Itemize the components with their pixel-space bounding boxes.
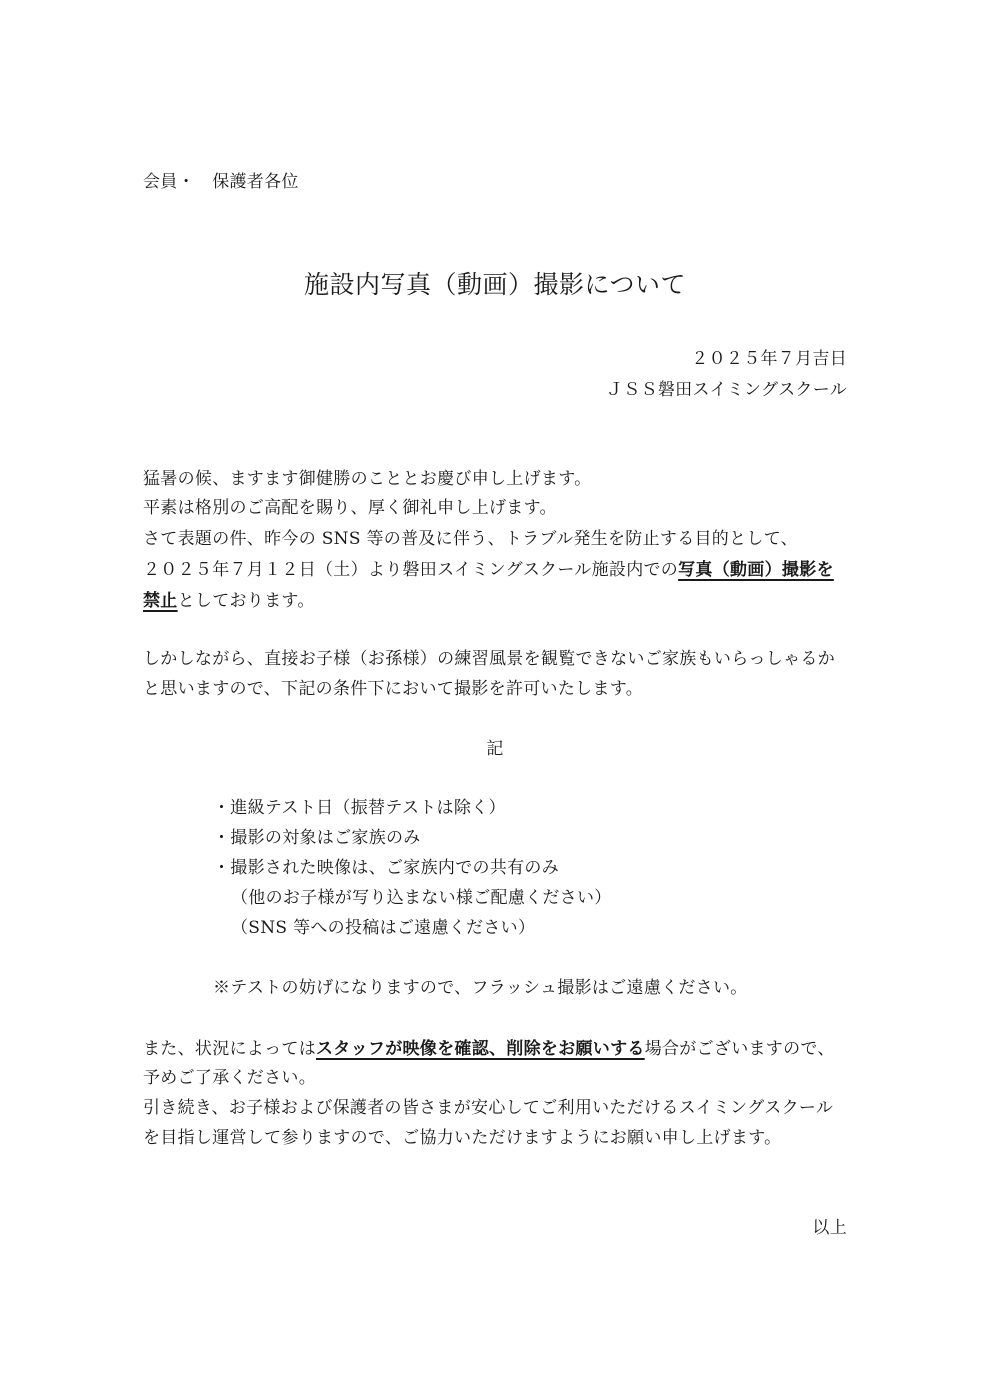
page-title: 施設内写真（動画）撮影について — [303, 270, 686, 299]
condition-item: ・撮影された映像は、ご家族内での共有のみ — [213, 858, 559, 878]
addressee: 会員・ 保護者各位 — [143, 172, 299, 192]
condition-item: ・撮影の対象はご家族のみ — [213, 828, 421, 848]
date: ２０２５年７月吉日 — [691, 349, 847, 369]
intro-line-2: 平素は格別のご高配を賜り、厚く御礼申し上げます。 — [143, 498, 557, 518]
flash-note: ※テストの妨げになりますので、フラッシュ撮影はご遠慮ください。 — [213, 978, 748, 998]
however-line-1: しかしながら、直接お子様（お孫様）の練習風景を観覧できないご家族もいらっしゃるか — [143, 649, 835, 669]
staff-check-emphasis: スタッフが映像を確認、削除をお願いする — [316, 1039, 645, 1059]
sender: ＪＳＳ磐田スイミングスクール — [605, 380, 847, 400]
end-mark: 以上 — [812, 1218, 847, 1238]
intro-line-1: 猛暑の候、ますます御健勝のこととお慶び申し上げます。 — [143, 469, 592, 489]
condition-item: ・進級テスト日（振替テストは除く） — [213, 798, 506, 818]
closing-line-1-post: 場合がございますので、 — [644, 1039, 835, 1059]
closing-line-1 — [143, 1039, 835, 1059]
intro-line-5-text: としております。 — [177, 591, 315, 611]
closing-line-3: 引き続き、お子様および保護者の皆さまが安心してご利用いただけるスイミングスクール — [143, 1098, 834, 1118]
closing-line-2: 予めご了承ください。 — [143, 1068, 316, 1088]
closing-line-4: を目指し運営して参りますので、ご協力いただけますようにお願い申し上げます。 — [143, 1128, 782, 1148]
prohibition-emphasis: 写真（動画）撮影を — [678, 560, 834, 580]
however-line-2: と思いますので、下記の条件下において撮影を許可いたします。 — [143, 679, 643, 699]
prohibited-emphasis: 禁止 — [143, 591, 178, 611]
ki-heading: 記 — [486, 739, 504, 759]
condition-note: （他のお子様が写り込まない様ご配慮ください） — [231, 888, 612, 908]
condition-note: （SNS 等への投稿はご遠慮ください） — [231, 918, 536, 938]
intro-line-3: さて表題の件、昨今の SNS 等の普及に伴う、トラブル発生を防止する目的として、 — [143, 529, 798, 549]
closing-line-1-pre: また、状況によっては — [143, 1039, 316, 1059]
intro-line-4-text: ２０２５年７月１２日（土）より磐田スイミングスクール施設内での — [143, 560, 679, 580]
intro-line-4 — [143, 560, 834, 580]
intro-line-5 — [143, 591, 315, 611]
